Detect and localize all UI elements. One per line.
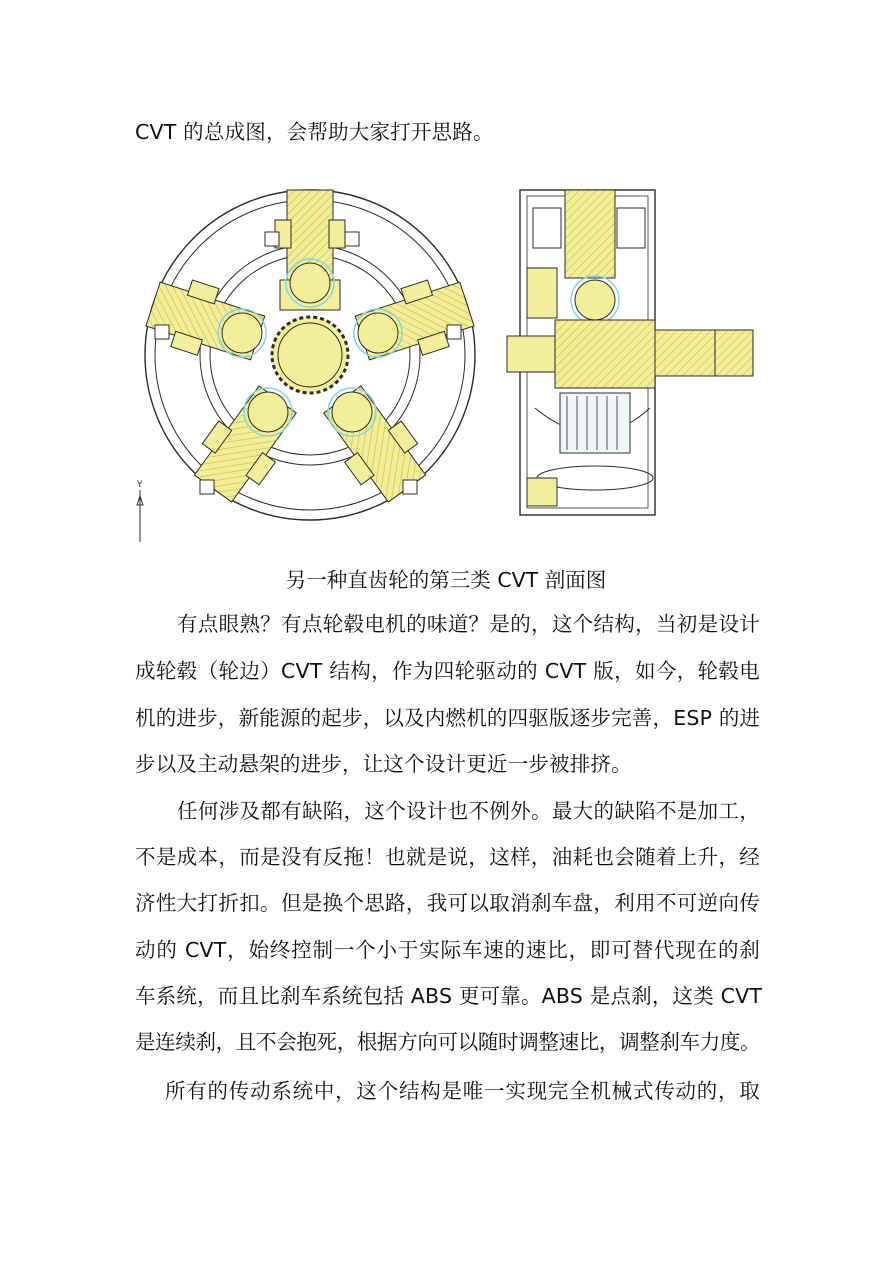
paragraph-line: 是连续刹，且不会抱死，根据方向可以随时调整速比，调整刹车力度。 — [135, 1030, 760, 1054]
paragraph-line: 动的 CVT，始终控制一个小于实际车速的速比，即可替代现在的刹 — [135, 938, 760, 962]
paragraph-line: 机的进步，新能源的起步，以及内燃机的四驱版逐步完善，ESP 的进 — [135, 706, 761, 730]
side-sectional-view — [505, 188, 757, 518]
paragraph-line: 济性大打折扣。但是换个思路，我可以取消刹车盘，利用不可逆向传 — [135, 891, 760, 915]
paragraph-line: 不是成本，而是没有反拖！也就是说，这样，油耗也会随着上升，经 — [135, 845, 760, 869]
paragraph-line: 成轮毂（轮边）CVT 结构，作为四轮驱动的 CVT 版，如今，轮毂电 — [135, 659, 760, 683]
axis-label: Y — [137, 480, 143, 490]
paragraph-line: 任何涉及都有缺陷，这个设计也不例外。最大的缺陷不是加工， — [177, 799, 760, 823]
front-sectional-view — [135, 180, 480, 545]
intro-text: CVT 的总成图，会帮助大家打开思路。 — [135, 120, 494, 144]
paragraph-line: 步以及主动悬架的进步，让这个设计更近一步被排挤。 — [135, 752, 632, 776]
paragraph-line: 车系统，而且比刹车系统包括 ABS 更可靠。ABS 是点刹，这类 CVT — [135, 984, 763, 1008]
paragraph-line: 所有的传动系统中，这个结构是唯一实现完全机械式传动的，取 — [165, 1079, 760, 1103]
figure-caption: 另一种直齿轮的第三类 CVT 剖面图 — [285, 568, 607, 592]
paragraph-line: 有点眼熟？有点轮毂电机的味道？是的，这个结构，当初是设计 — [177, 612, 760, 636]
